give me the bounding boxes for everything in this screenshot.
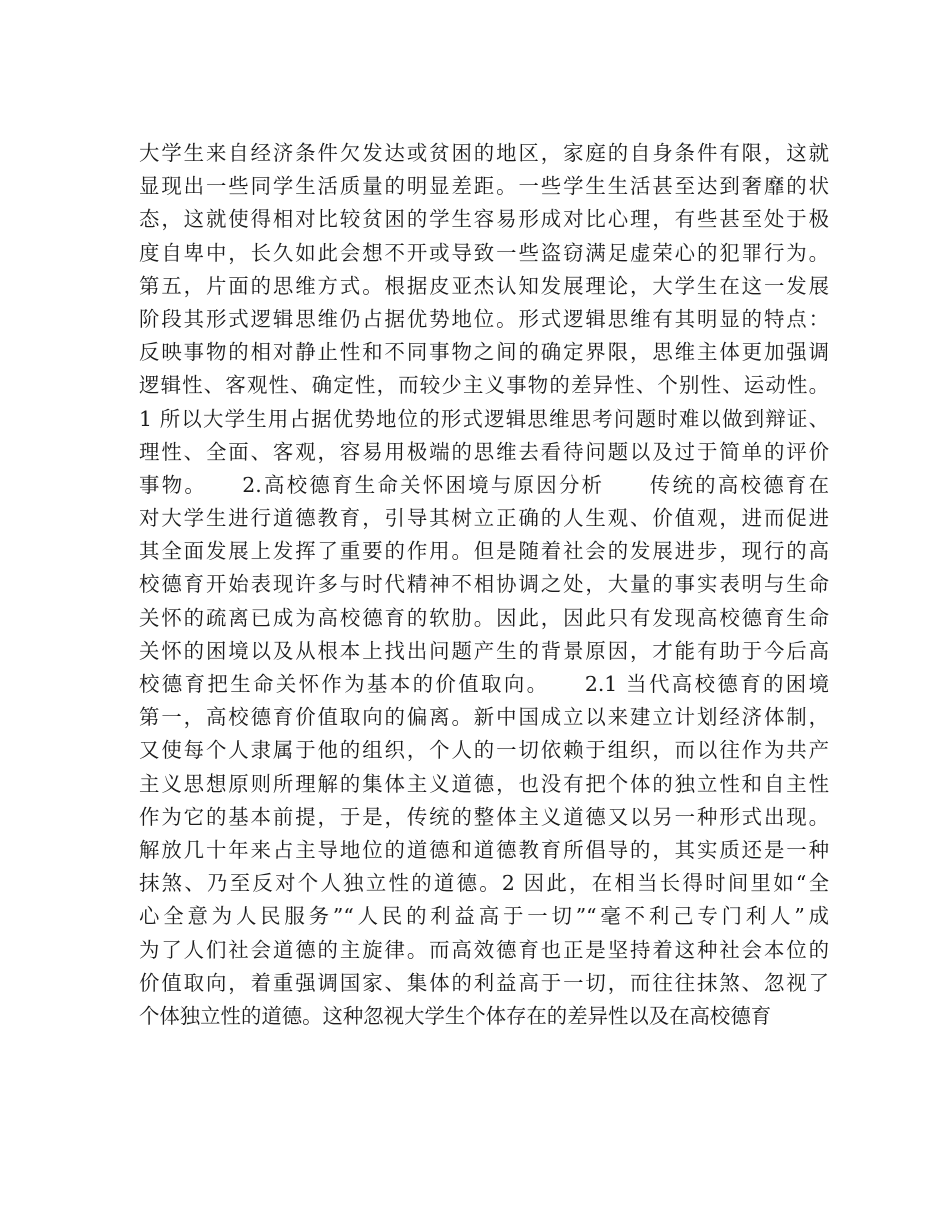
text-line-22: 解放几十年来占主导地位的道德和道德教育所倡导的，其实质还是一种 <box>139 837 829 862</box>
text-line-11: 事物。 2.高校德育生命关怀困境与原因分析 传统的高校德育在 <box>139 472 829 497</box>
text-line-24: 心全意为人民服务”“人民的利益高于一切”“毫不利己专门利人”成 <box>139 904 829 929</box>
text-line-20: 主义思想原则所理解的集体主义道德，也没有把个体的独立性和自主性 <box>139 771 829 796</box>
text-line-27: 个体独立性的道德。这种忽视大学生个体存在的差异性以及在高校德育 <box>139 1003 772 1028</box>
text-line-5: 第五，片面的思维方式。根据皮亚杰认知发展理论，大学生在这一发展 <box>139 273 829 298</box>
text-line-2: 显现出一些同学生活质量的明显差距。一些学生生活甚至达到奢靡的状 <box>139 174 829 199</box>
text-line-25: 为了人们社会道德的主旋律。而高效德育也正是坚持着这种社会本位的 <box>139 937 829 962</box>
text-line-8: 逻辑性、客观性、确定性，而较少主义事物的差异性、个别性、运动性。 <box>139 373 829 398</box>
text-line-7: 反映事物的相对静止性和不同事物之间的确定界限，思维主体更加强调 <box>139 340 829 365</box>
text-line-15: 关怀的疏离已成为高校德育的软肋。因此，因此只有发现高校德育生命 <box>139 605 829 630</box>
text-line-14: 校德育开始表现许多与时代精神不相协调之处，大量的事实表明与生命 <box>139 572 829 597</box>
text-line-23: 抹煞、乃至反对个人独立性的道德。2 因此，在相当长得时间里如“全 <box>139 871 829 896</box>
text-line-16: 关怀的困境以及从根本上找出问题产生的背景原因，才能有助于今后高 <box>139 638 829 663</box>
text-line-4: 度自卑中，长久如此会想不开或导致一些盗窃满足虚荣心的犯罪行为。 <box>139 240 829 265</box>
text-line-9: 1 所以大学生用占据优势地位的形式逻辑思维思考问题时难以做到辩证、 <box>139 406 829 431</box>
text-line-26: 价值取向，着重强调国家、集体的利益高于一切，而往往抹煞、忽视了 <box>139 970 829 995</box>
text-line-3: 态，这就使得相对比较贫困的学生容易形成对比心理，有些甚至处于极 <box>139 207 829 232</box>
text-line-13: 其全面发展上发挥了重要的作用。但是随着社会的发展进步，现行的高 <box>139 539 829 564</box>
text-line-21: 作为它的基本前提，于是，传统的整体主义道德又以另一种形式出现。 <box>139 804 829 829</box>
text-line-12: 对大学生进行道德教育，引导其树立正确的人生观、价值观，进而促进 <box>139 506 829 531</box>
text-line-10: 理性、全面、客观，容易用极端的思维去看待问题以及过于简单的评价 <box>139 439 829 464</box>
text-line-18: 第一，高校德育价值取向的偏离。新中国成立以来建立计划经济体制， <box>139 705 829 730</box>
text-line-17: 校德育把生命关怀作为基本的价值取向。 2.1 当代高校德育的困境 <box>139 672 829 696</box>
body-text <box>139 137 829 1033</box>
text-line-19: 又使每个人隶属于他的组织，个人的一切依赖于组织，而以往作为共产 <box>139 738 829 763</box>
text-line-1: 大学生来自经济条件欠发达或贫困的地区，家庭的自身条件有限，这就 <box>139 141 829 165</box>
text-line-6: 阶段其形式逻辑思维仍占据优势地位。形式逻辑思维有其明显的特点： <box>139 306 829 331</box>
